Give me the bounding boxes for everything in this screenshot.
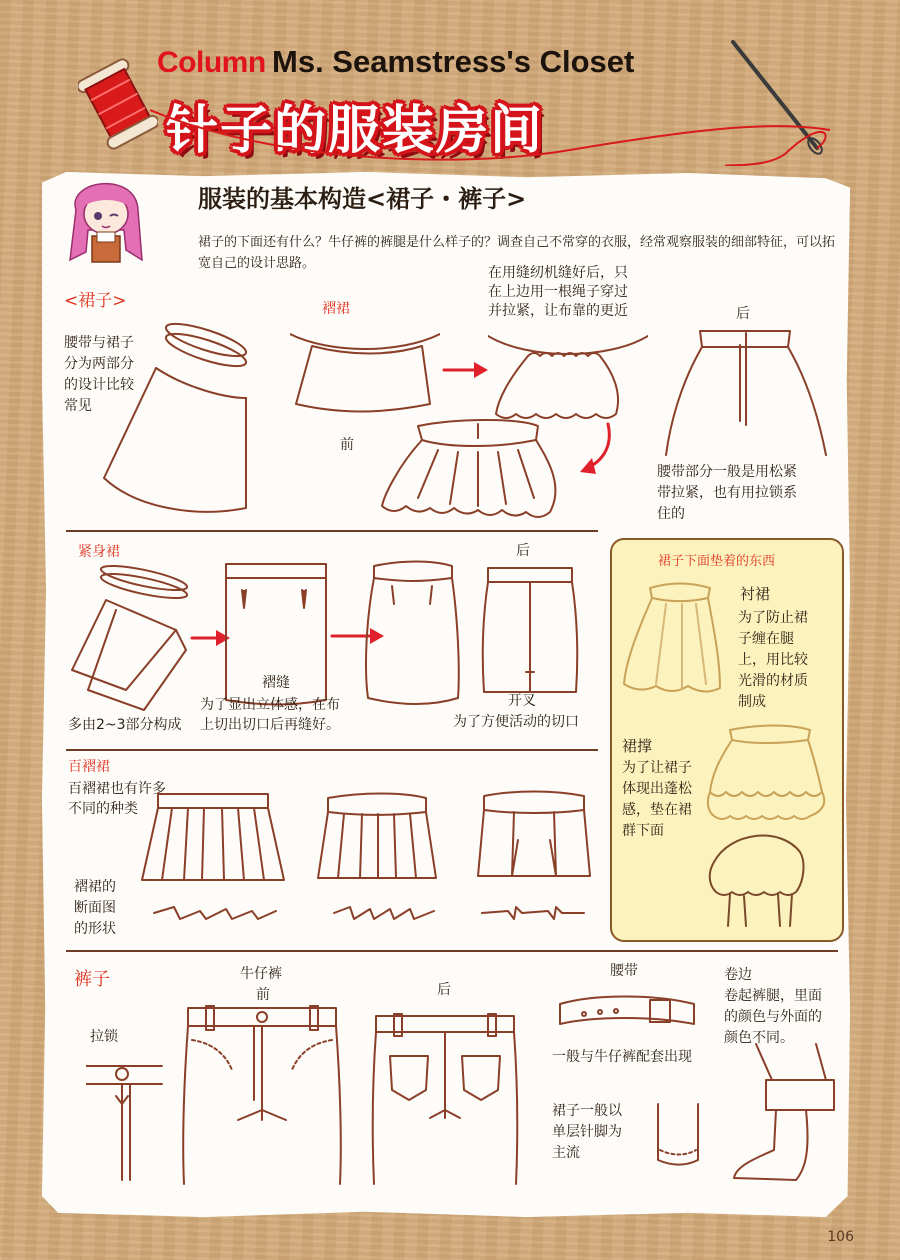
pleat-label: 褶裙: [322, 301, 350, 317]
waist-note: 腰带部分一般是用松紧 带拉紧，也有用拉锁系 住的: [657, 464, 797, 522]
tight-skirt-back-drawing: [480, 562, 580, 702]
slit-label: 开叉: [508, 693, 536, 709]
character-avatar: [66, 170, 146, 265]
divider-3: [66, 950, 838, 952]
divider-1: [66, 530, 598, 532]
pleated-section-note: 褶裙的 断面图 的形状: [74, 879, 116, 937]
section-heading: 服装的基本构造<裙子・裤子>: [198, 185, 527, 213]
petticoat-title: 衬裙: [740, 585, 771, 603]
pleated-types-note: 百褶裙也有许多 不同的种类: [68, 781, 166, 817]
sidebar-title: 裙子下面垫着的东西: [658, 554, 776, 569]
gathered-skirt-drawing: [488, 330, 648, 425]
dart-note: 为了显出立体感，在布 上切出切口后再缝好。: [200, 697, 340, 733]
zipper-label: 拉锁: [90, 1029, 118, 1045]
petticoat-drawing: [620, 580, 730, 700]
stitch-note: 裙子一般以 单层针脚为 主流: [552, 1103, 622, 1161]
arrow-right-icon: [442, 358, 490, 382]
thread-line: [150, 100, 850, 170]
belt-drawing: [554, 990, 704, 1040]
front-skirt-drawing: [378, 416, 578, 526]
jeans-back-drawing: [370, 1008, 520, 1188]
jeans-label: 牛仔裤: [240, 966, 282, 982]
skirt-front-label: 前: [340, 437, 354, 453]
skirt-back-label: 后: [736, 306, 750, 322]
divider-2: [66, 749, 598, 751]
skirt-title: <裙子>: [64, 291, 127, 311]
tight-parts-note: 多由2~3部分构成: [68, 717, 182, 733]
pleat-section-3-drawing: [478, 903, 588, 923]
pannier-drawing: [700, 722, 830, 822]
flat-skirt-drawing: [290, 328, 440, 418]
jeans-front-label: 前: [256, 987, 270, 1003]
pleated-skirt-1-drawing: [138, 790, 288, 890]
jeans-back-label: 后: [437, 982, 451, 998]
petticoat-note: 为了防止裙 子缠在腿 上，用比较 光滑的材质 制成: [738, 610, 808, 710]
zipper-detail-drawing: [86, 1056, 166, 1186]
pants-title: 裤子: [74, 969, 110, 990]
tight-skirt-title: 紧身裙: [78, 544, 120, 560]
intro-text: 裙子的下面还有什么？牛仔裤的裤腿是什么样子的？调查自己不常穿的衣服，经常观察服装的细部特征，可以拓宽自己的设计思路。: [198, 235, 836, 271]
hem-stitch-drawing: [652, 1100, 702, 1170]
page-title: 针子的服装房间: [166, 101, 545, 161]
pannier-title: 裙撑: [622, 737, 653, 755]
cuff-note: 卷边 卷起裤腿，里面 的颜色与外面的 颜色不同。: [724, 967, 822, 1046]
thread-spool-icon: [78, 58, 158, 150]
column-label: Column: [157, 46, 266, 79]
two-part-skirt-drawing: [96, 318, 256, 518]
skirt-parts-note: 腰带与裙子 分为两部分 的设计比较 常见: [64, 335, 134, 414]
pannier-worn-drawing: [700, 822, 820, 932]
arrow-down-icon: [578, 420, 618, 480]
tight-back-label: 后: [516, 543, 530, 559]
page-number: 106: [827, 1229, 854, 1245]
belt-label: 腰带: [610, 963, 638, 979]
tight-skirt-parts-drawing: [66, 560, 196, 720]
tight-skirt-front-drawing: [362, 560, 462, 710]
belt-note: 一般与牛仔裤配套出现: [552, 1049, 692, 1065]
gather-note: 在用缝纫机缝好后，只 在上边用一根绳子穿过 并拉紧，让布靠的更近: [488, 265, 628, 319]
skirt-back-drawing: [660, 325, 830, 465]
pannier-note: 为了让裙子 体现出蓬松 感，垫在裙 群下面: [622, 760, 692, 839]
rolled-cuff-drawing: [726, 1040, 836, 1190]
slit-note: 为了方便活动的切口: [453, 714, 579, 730]
dart-label: 褶缝: [262, 675, 290, 691]
pleated-skirt-2-drawing: [312, 792, 442, 892]
pleated-title: 百褶裙: [68, 759, 110, 775]
column-subtitle: Ms. Seamstress's Closet: [272, 44, 635, 79]
jeans-front-drawing: [178, 1000, 346, 1190]
pleat-section-1-drawing: [150, 903, 280, 923]
pleated-skirt-3-drawing: [474, 790, 594, 890]
pleat-section-2-drawing: [330, 903, 440, 923]
